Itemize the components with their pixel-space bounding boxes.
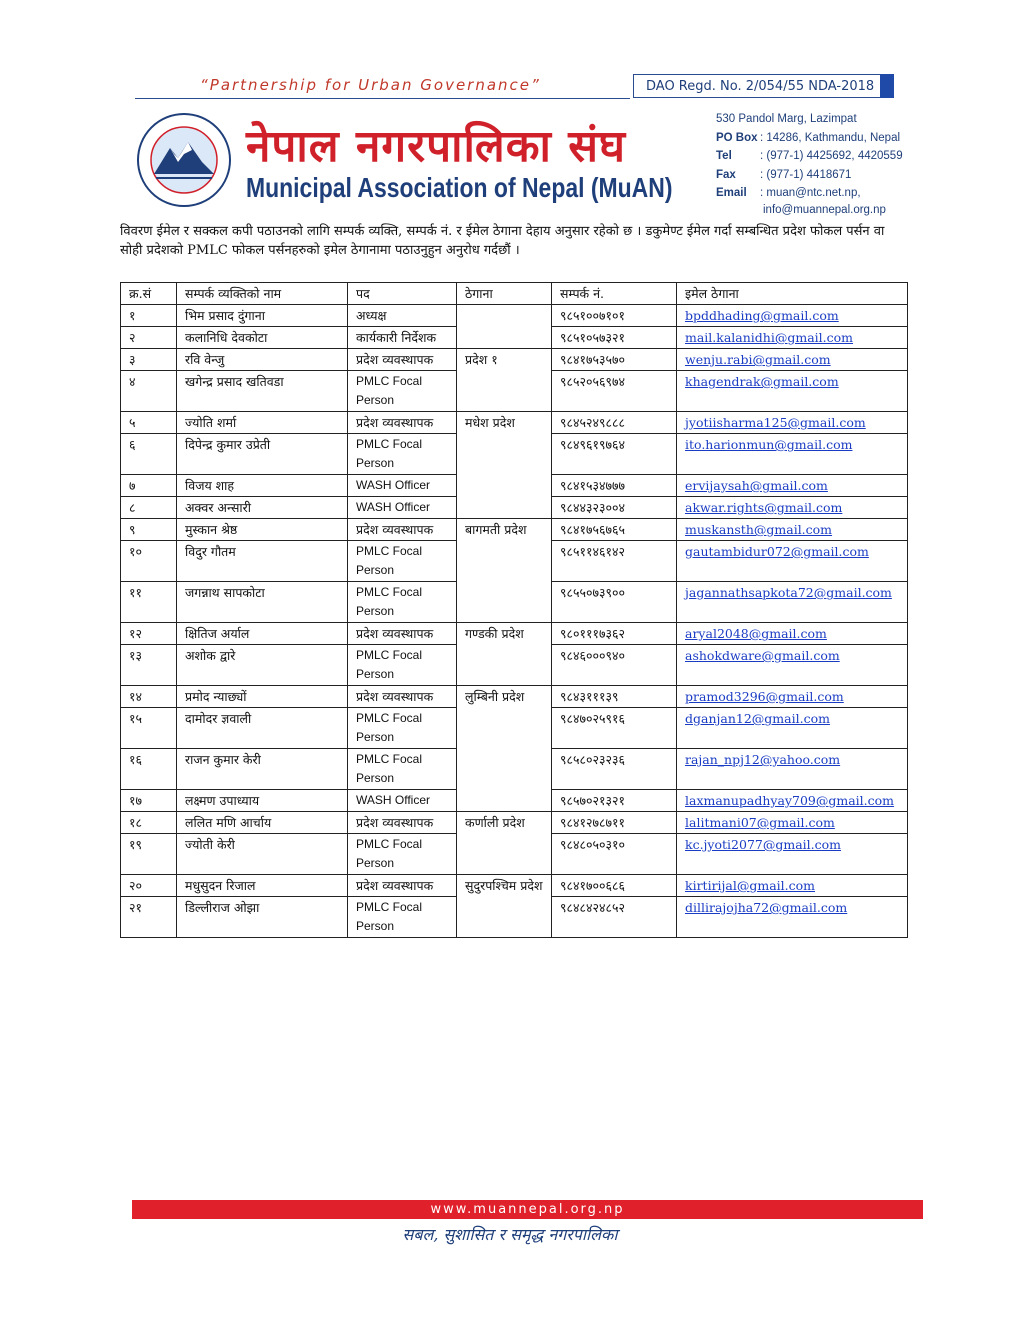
email-link[interactable]: akwar.rights@gmail.com — [685, 500, 843, 515]
fax-value: : (977-1) 4418671 — [760, 168, 852, 181]
email-link[interactable]: dillirajojha72@gmail.com — [685, 900, 848, 915]
contact-table — [120, 282, 908, 938]
email-link[interactable]: aryal2048@gmail.com — [685, 626, 827, 641]
cell-post: PMLC Focal Person — [348, 897, 457, 938]
email-link[interactable]: lalitmani07@gmail.com — [685, 815, 835, 830]
email-value-2: info@muannepal.org.np — [763, 203, 886, 216]
email-link[interactable]: laxmanupadhyay709@gmail.com — [685, 793, 895, 808]
cell-post: PMLC Focal Person — [348, 434, 457, 475]
cell-email — [677, 834, 908, 875]
col-header-name: सम्पर्क व्यक्तिको नाम — [177, 283, 348, 305]
table-header-row — [121, 283, 908, 305]
cell-email — [677, 645, 908, 686]
cell-phone: ९८४८४२४८५२ — [552, 897, 677, 938]
cell-address: मधेश प्रदेश — [457, 412, 552, 519]
cell-post: PMLC Focal Person — [348, 645, 457, 686]
cell-post: प्रदेश व्यवस्थापक — [348, 686, 457, 708]
table-row — [121, 623, 908, 645]
cell-email — [677, 349, 908, 371]
cell-phone: ९८४१५३४७७७ — [552, 475, 677, 497]
fax-label: Fax — [716, 168, 736, 181]
col-header-post: पद — [348, 283, 457, 305]
cell-email — [677, 371, 908, 412]
email-link[interactable]: ashokdware@gmail.com — [685, 648, 840, 663]
cell-email — [677, 582, 908, 623]
cell-phone: ९८५११४६१४२ — [552, 541, 677, 582]
email-link[interactable]: khagendrak@gmail.com — [685, 374, 839, 389]
email-value-1: : muan@ntc.net.np, — [760, 187, 861, 199]
cell-sn: १५ — [121, 708, 177, 749]
col-header-sn: क्र.सं — [121, 283, 177, 305]
cell-phone: ९८४३१११३९ — [552, 686, 677, 708]
intro-paragraph: विवरण ईमेल र सक्कल कपी पठाउनको लागि सम्पर्क व्यक्ति, सम्पर्क नं. र ईमेल ठेगाना देहाय अनुसार रहेको छ । डकुमेण्ट ईमेल गर्दा सम्बन्धित प्रदेश फोकल पर्सन वा सोही प्रदेशको PMLC फोकल पर्सनहरुको इमेल ठेगानामा पठाउनुहुन अनुरोध गर्दछौं । — [120, 224, 885, 258]
title-nepali: नेपाल नगरपालिका संघ — [246, 121, 627, 172]
cell-sn: ९ — [121, 519, 177, 541]
cell-email — [677, 812, 908, 834]
cell-sn: २ — [121, 327, 177, 349]
cell-sn: १७ — [121, 790, 177, 812]
cell-post: WASH Officer — [348, 475, 457, 497]
cell-address: लुम्बिनी प्रदेश — [457, 686, 552, 812]
cell-name: मधुसुदन रिजाल — [177, 875, 348, 897]
cell-email — [677, 749, 908, 790]
cell-name: विजय शाह — [177, 475, 348, 497]
cell-phone: ९८५१०५७३२१ — [552, 327, 677, 349]
email-link[interactable]: muskansth@gmail.com — [685, 522, 833, 537]
cell-email — [677, 519, 908, 541]
email-link[interactable]: ervijaysah@gmail.com — [685, 478, 828, 493]
cell-sn: ८ — [121, 497, 177, 519]
tagline: “Partnership for Urban Governance” — [200, 76, 541, 94]
cell-sn: १८ — [121, 812, 177, 834]
cell-email — [677, 475, 908, 497]
email-label: Email — [716, 187, 747, 199]
col-header-address: ठेगाना — [457, 283, 552, 305]
cell-post: PMLC Focal Person — [348, 708, 457, 749]
col-header-phone: सम्पर्क नं. — [552, 283, 677, 305]
cell-post: WASH Officer — [348, 497, 457, 519]
tel-label: Tel — [716, 150, 732, 162]
email-link[interactable]: pramod3296@gmail.com — [685, 689, 844, 704]
email-link[interactable]: gautambidur072@gmail.com — [685, 544, 869, 559]
cell-name: क्षितिज अर्याल — [177, 623, 348, 645]
cell-post: प्रदेश व्यवस्थापक — [348, 349, 457, 371]
cell-email — [677, 875, 908, 897]
cell-email — [677, 623, 908, 645]
cell-name: दामोदर ज्ञवाली — [177, 708, 348, 749]
cell-name: कलानिधि देवकोटा — [177, 327, 348, 349]
cell-phone: ९८४६०००९४० — [552, 645, 677, 686]
cell-phone: ९८४१२७८७११ — [552, 812, 677, 834]
cell-email — [677, 327, 908, 349]
cell-name: मुस्कान श्रेष्ठ — [177, 519, 348, 541]
cell-email — [677, 434, 908, 475]
po-box-value: : 14286, Kathmandu, Nepal — [760, 131, 901, 144]
col-header-email: इमेल ठेगाना — [677, 283, 908, 305]
cell-phone: ९८५७०२१३२१ — [552, 790, 677, 812]
cell-phone: ९८४७०२५९१६ — [552, 708, 677, 749]
cell-name: अशोक द्वारे — [177, 645, 348, 686]
cell-name: प्रमोद न्याछ्यों — [177, 686, 348, 708]
tel-value: : (977-1) 4425692, 4420559 — [760, 150, 903, 162]
email-link[interactable]: jyotiisharma125@gmail.com — [685, 415, 866, 430]
email-link[interactable]: rajan_npj12@yahoo.com — [685, 752, 841, 767]
cell-sn: १ — [121, 305, 177, 327]
cell-name: डिल्लीराज ओझा — [177, 897, 348, 938]
table-row — [121, 686, 908, 708]
cell-post: प्रदेश व्यवस्थापक — [348, 875, 457, 897]
cell-name: ज्योति शर्मा — [177, 412, 348, 434]
email-link[interactable]: kirtirijal@gmail.com — [685, 878, 816, 893]
email-link[interactable]: mail.kalanidhi@gmail.com — [685, 330, 854, 345]
cell-phone: ९८४१७५३५७० — [552, 349, 677, 371]
cell-sn: २१ — [121, 897, 177, 938]
cell-name: भिम प्रसाद दुंगाना — [177, 305, 348, 327]
title-english: Municipal Association of Nepal (MuAN) — [246, 172, 673, 203]
cell-sn: ७ — [121, 475, 177, 497]
cell-post: PMLC Focal Person — [348, 582, 457, 623]
cell-email — [677, 541, 908, 582]
cell-name: अक्वर अन्सारी — [177, 497, 348, 519]
email-link[interactable]: bpddhading@gmail.com — [685, 308, 839, 323]
cell-phone: ९८४८०५०३१० — [552, 834, 677, 875]
cell-name: खगेन्द्र प्रसाद खतिवडा — [177, 371, 348, 412]
cell-phone: ९८४१७००६८६ — [552, 875, 677, 897]
cell-phone: ९८४५२४९८८८ — [552, 412, 677, 434]
cell-sn: १६ — [121, 749, 177, 790]
footer-slogan: सबल, सुशासित र समृद्ध नगरपालिका — [402, 1225, 618, 1244]
table-row — [121, 412, 908, 434]
email-link[interactable]: kc.jyoti2077@gmail.com — [685, 837, 841, 852]
cell-phone: ९८५१००७१०१ — [552, 305, 677, 327]
contact-block — [716, 110, 903, 217]
cell-name: राजन कुमार केरी — [177, 749, 348, 790]
cell-post: PMLC Focal Person — [348, 749, 457, 790]
cell-sn: ५ — [121, 412, 177, 434]
cell-email — [677, 686, 908, 708]
cell-name: ललित मणि आर्चाय — [177, 812, 348, 834]
registration-number: DAO Regd. No. 2/054/55 NDA-2018 — [633, 74, 893, 98]
cell-post: प्रदेश व्यवस्थापक — [348, 623, 457, 645]
registration-accent-bar — [880, 74, 894, 98]
email-link[interactable]: dganjan12@gmail.com — [685, 711, 830, 726]
cell-name: ज्योती केरी — [177, 834, 348, 875]
cell-address: प्रदेश १ — [457, 349, 552, 412]
cell-name: लक्ष्मण उपाध्याय — [177, 790, 348, 812]
cell-post: PMLC Focal Person — [348, 834, 457, 875]
header-rule — [135, 98, 630, 99]
po-box-label: PO Box — [716, 131, 758, 144]
table-row — [121, 812, 908, 834]
cell-sn: ३ — [121, 349, 177, 371]
cell-post: प्रदेश व्यवस्थापक — [348, 519, 457, 541]
cell-email — [677, 412, 908, 434]
cell-sn: ६ — [121, 434, 177, 475]
cell-post: प्रदेश व्यवस्थापक — [348, 812, 457, 834]
cell-name: रवि वेन्जु — [177, 349, 348, 371]
cell-email — [677, 497, 908, 519]
cell-phone: ९८४४३२३००४ — [552, 497, 677, 519]
cell-email — [677, 790, 908, 812]
cell-sn: १३ — [121, 645, 177, 686]
cell-sn: २० — [121, 875, 177, 897]
cell-name: दिपेन्द्र कुमार उप्रेती — [177, 434, 348, 475]
email-link[interactable]: jagannathsapkota72@gmail.com — [685, 585, 892, 600]
cell-sn: १० — [121, 541, 177, 582]
cell-phone: ९८४१७५६७६५ — [552, 519, 677, 541]
cell-phone: ९८४९६१९७६४ — [552, 434, 677, 475]
table-body — [121, 305, 908, 938]
cell-phone: ९८५२०५६९७४ — [552, 371, 677, 412]
email-link[interactable]: ito.harionmun@gmail.com — [685, 437, 853, 452]
table-row — [121, 875, 908, 897]
cell-sn: ४ — [121, 371, 177, 412]
cell-post: PMLC Focal Person — [348, 371, 457, 412]
cell-sn: १९ — [121, 834, 177, 875]
cell-post: WASH Officer — [348, 790, 457, 812]
cell-address: बागमती प्रदेश — [457, 519, 552, 623]
cell-sn: १२ — [121, 623, 177, 645]
cell-address: कर्णाली प्रदेश — [457, 812, 552, 875]
muan-logo — [136, 112, 232, 208]
footer-website[interactable]: www.muannepal.org.np — [132, 1200, 923, 1219]
table-row — [121, 305, 908, 327]
cell-phone: ९८५५०७३९०० — [552, 582, 677, 623]
address: 530 Pandol Marg, Lazimpat — [716, 113, 857, 125]
cell-sn: १४ — [121, 686, 177, 708]
cell-email — [677, 305, 908, 327]
cell-email — [677, 708, 908, 749]
cell-phone: ९८५८०२३२३६ — [552, 749, 677, 790]
cell-address — [457, 305, 552, 349]
table-row — [121, 349, 908, 371]
cell-phone: ९८०१११७३६२ — [552, 623, 677, 645]
cell-sn: ११ — [121, 582, 177, 623]
cell-post: कार्यकारी निर्देशक — [348, 327, 457, 349]
cell-post: अध्यक्ष — [348, 305, 457, 327]
cell-name: जगन्नाथ सापकोटा — [177, 582, 348, 623]
table-row — [121, 519, 908, 541]
cell-address: गण्डकी प्रदेश — [457, 623, 552, 686]
cell-name: विदुर गौतम — [177, 541, 348, 582]
email-link[interactable]: wenju.rabi@gmail.com — [685, 352, 831, 367]
cell-post: प्रदेश व्यवस्थापक — [348, 412, 457, 434]
cell-email — [677, 897, 908, 938]
cell-post: PMLC Focal Person — [348, 541, 457, 582]
cell-address: सुदुरपश्चिम प्रदेश — [457, 875, 552, 938]
